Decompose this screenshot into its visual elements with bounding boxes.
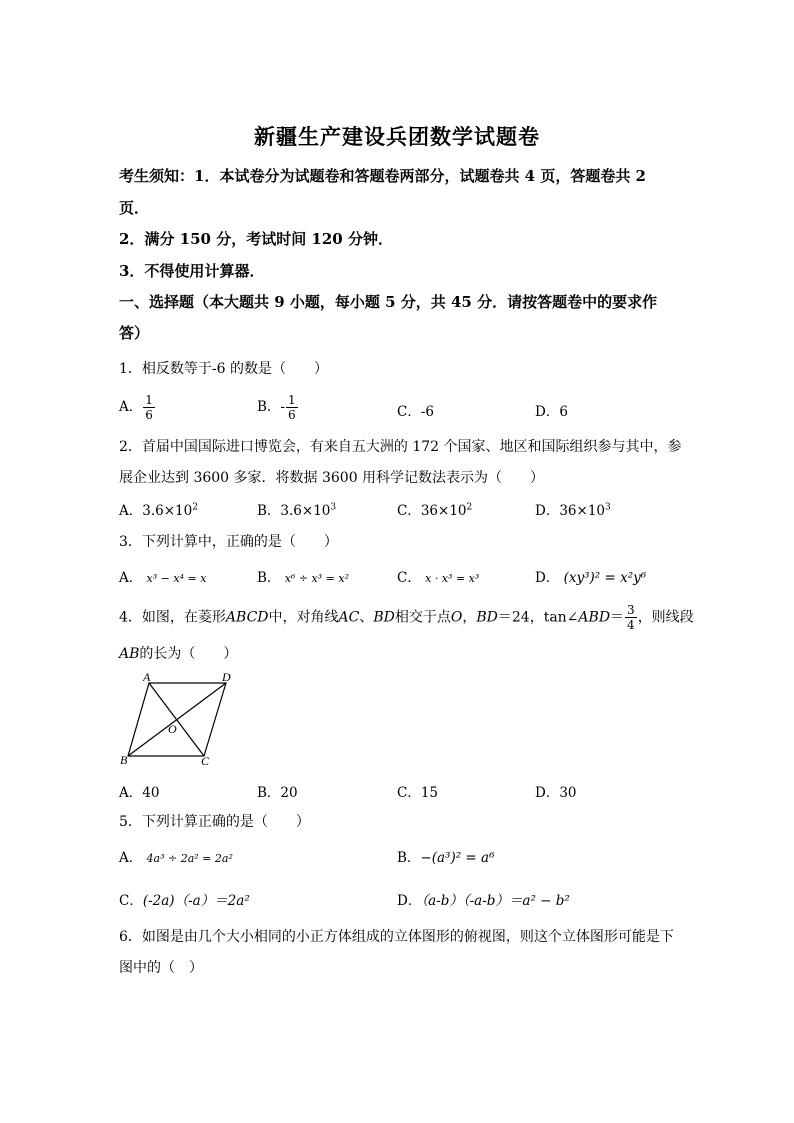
label-d: D <box>222 670 231 684</box>
q3-option-c: C． x · x³ = x³ <box>397 570 480 586</box>
q4-option-c: C．15 <box>397 785 439 801</box>
label-b: B <box>120 753 128 767</box>
section-heading-cont: 答） <box>119 324 150 342</box>
q2-option-c: C．$36\times 10^2$ <box>397 502 473 519</box>
q3-option-b: B． x⁶ ÷ x³ = x² <box>257 570 349 586</box>
q5-option-c: C．(-2a)（-a）＝2a² <box>119 893 250 909</box>
q6-stem-1: 6．如图是由几个大小相同的小正方体组成的立体图形的俯视图，则这个立体图形可能是下 <box>119 929 674 945</box>
q2-stem-2: 展企业达到 3600 多家．将数据 3600 用科学记数法表示为（ ） <box>119 470 545 486</box>
q1-stem: 1．相反数等于-6 的数是（ ） <box>119 361 328 377</box>
q1-option-a: A． $\frac{1}{6}$ <box>119 393 153 422</box>
q3-option-d: D． (xy³)² = x²y⁶ <box>535 570 647 586</box>
q5-stem: 5．下列计算正确的是（ ） <box>119 814 310 830</box>
q5-option-b: B．−(a³)² = a⁶ <box>397 850 495 866</box>
label-c: C <box>201 754 210 768</box>
q4-stem-2: AB的长为（ ） <box>119 646 238 662</box>
q5-option-d: D．（a-b）（-a-b）＝a² − b² <box>397 893 570 909</box>
diagonal-bd <box>128 683 226 756</box>
q4-option-a: A．40 <box>119 785 160 801</box>
q4-option-d: D．30 <box>535 785 577 801</box>
page-title: 新疆生产建设兵团数学试题卷 <box>254 124 540 149</box>
q2-option-d: D．$36\times 10^3$ <box>535 502 611 519</box>
label-a: A <box>143 670 151 684</box>
q1-option-c: C．-6 <box>397 404 434 420</box>
q3-stem: 3．下列计算中，正确的是（ ） <box>119 534 338 550</box>
label-o: O <box>168 722 177 736</box>
q5-option-a: A． 4a³ ÷ 2a² = 2a² <box>119 850 233 866</box>
section-heading: 一、选择题（本大题共 9 小题，每小题 5 分，共 45 分．请按答题卷中的要求作 <box>119 293 658 311</box>
q1-option-b: B．- $\frac{1}{6}$ <box>257 393 296 422</box>
q1-option-d: D．6 <box>535 404 568 420</box>
q4-stem-1: 4．如图，在菱形ABCD中，对角线AC、BD相交于点O，BD＝24，tan∠ABD＝ $\frac{3}{4}$ ，则线段 <box>119 603 694 632</box>
q2-stem-1: 2．首届中国国际进口博览会，有来自五大洲的 172 个国家、地区和国际组织参与其中，参 <box>119 439 682 455</box>
q2-option-b: B．$3.6\times 10^3$ <box>257 502 337 519</box>
q3-option-a: A． x³ − x⁴ = x <box>119 570 207 586</box>
rhombus-figure <box>112 668 242 770</box>
q2-option-a: A．$3.6\times 10^2$ <box>119 502 198 519</box>
q6-stem-2: 图中的（ ） <box>119 960 203 976</box>
notice-line-1b: 页． <box>119 199 150 217</box>
notice-line-1: 考生须知：1．本试卷分为试题卷和答题卷两部分，试题卷共 4 页，答题卷共 2 <box>119 167 646 185</box>
q4-option-b: B．20 <box>257 785 298 801</box>
notice-line-2: 2．满分 150 分，考试时间 120 分钟． <box>119 230 393 248</box>
notice-line-3: 3．不得使用计算器． <box>119 262 265 280</box>
